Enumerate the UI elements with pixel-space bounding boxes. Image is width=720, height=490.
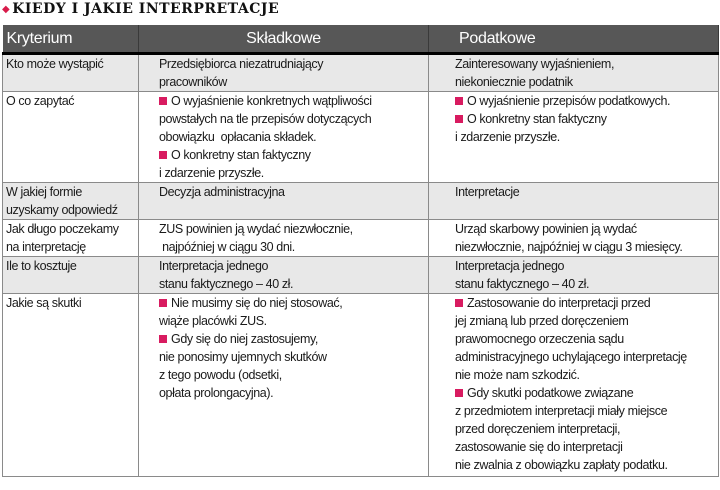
square-bullet-icon <box>455 97 463 105</box>
cell-text: stanu faktycznego – 40 zł. <box>159 277 294 291</box>
cell-text: Urząd skarbowy powinien ją wydać <box>455 222 637 236</box>
cell-text: Przedsiębiorca niezatrudniający <box>159 57 324 71</box>
cell-text: Interpretacja jednego <box>159 259 269 273</box>
criterion-text: O co zapytać <box>6 94 75 108</box>
cell-text: przed doręczeniem interpretacji, <box>455 422 621 436</box>
text-line <box>159 55 425 73</box>
criterion-cell <box>3 183 139 220</box>
table-header-row <box>3 25 719 54</box>
table-row <box>3 294 719 477</box>
criterion-cell <box>3 92 139 183</box>
text-line <box>455 55 715 73</box>
podatkowe-cell <box>429 294 719 477</box>
table-row <box>3 183 719 220</box>
text-line <box>159 238 425 256</box>
criterion-text: Jak długo poczekamy <box>6 222 119 236</box>
cell-text: pracowników <box>159 75 227 89</box>
criterion-cell <box>3 54 139 92</box>
cell-text: Interpretacje <box>455 185 520 199</box>
cell-text: ZUS powinien ją wydać niezwłocznie, <box>159 222 353 236</box>
criterion-cell <box>3 257 139 294</box>
text-line <box>159 73 425 91</box>
square-bullet-icon <box>455 389 463 397</box>
cell-text: nie może nam szkodzić. <box>455 368 580 382</box>
header-kryterium: Kryterium <box>3 25 139 54</box>
square-bullet-icon <box>159 151 167 159</box>
header-skladkowe: Składkowe <box>139 25 429 54</box>
text-line <box>455 402 715 420</box>
skladkowe-cell <box>139 294 429 477</box>
cell-text: Nie musimy się do niej stosować, <box>171 296 343 310</box>
text-line <box>455 73 715 91</box>
podatkowe-cell <box>429 54 719 92</box>
text-line <box>159 110 425 128</box>
square-bullet-icon <box>159 299 167 307</box>
bullet-item <box>455 384 715 402</box>
skladkowe-cell <box>139 257 429 294</box>
text-line <box>159 257 425 275</box>
cell-text: nie ponosimy ujemnych skutków <box>159 350 327 364</box>
text-line <box>455 238 715 256</box>
table-row <box>3 92 719 183</box>
bullet-item <box>159 92 425 110</box>
cell-text: i zdarzenie przyszłe. <box>455 130 560 144</box>
text-line <box>159 348 425 366</box>
table-row <box>3 220 719 257</box>
cell-text: administracyjnego uchylającego interpretację <box>455 350 687 364</box>
cell-text: z tego powodu (odsetki, <box>159 368 282 382</box>
text-line <box>159 312 425 330</box>
podatkowe-cell <box>429 257 719 294</box>
square-bullet-icon <box>455 299 463 307</box>
page-title-text: KIEDY I JAKIE INTERPRETACJE <box>12 1 280 17</box>
cell-text: nie zwalnia z obowiązku zapłaty podatku. <box>455 458 668 472</box>
criterion-text: Ile to kosztuje <box>6 259 77 273</box>
cell-text: zastosowanie się do interpretacji <box>455 440 623 454</box>
text-line <box>455 348 715 366</box>
cell-text: O konkretny stan faktyczny <box>171 148 311 162</box>
bullet-item <box>455 110 715 128</box>
skladkowe-cell <box>139 54 429 92</box>
podatkowe-cell <box>429 220 719 257</box>
bullet-item <box>455 92 715 110</box>
text-line <box>159 366 425 384</box>
cell-text: niekoniecznie podatnik <box>455 75 573 89</box>
text-line <box>455 312 715 330</box>
text-line <box>159 275 425 293</box>
bullet-item <box>159 294 425 312</box>
cell-text: prawomocnego orzeczenia sądu <box>455 332 624 346</box>
table-row <box>3 257 719 294</box>
podatkowe-cell <box>429 92 719 183</box>
criterion-cell <box>3 294 139 477</box>
criterion-text: Kto może wystąpić <box>6 57 104 71</box>
cell-text: Zainteresowany wyjaśnieniem, <box>455 57 615 71</box>
text-line <box>455 456 715 474</box>
skladkowe-cell <box>139 92 429 183</box>
criterion-text: na interpretację <box>6 240 86 254</box>
text-line <box>159 183 425 201</box>
text-line <box>455 128 715 146</box>
diamond-bullet-icon: ◆ <box>2 4 11 15</box>
criterion-text: W jakiej formie <box>6 185 82 199</box>
cell-text: Decyzja administracyjna <box>159 185 285 199</box>
cell-text: jej zmianą lub przed doręczeniem <box>455 314 629 328</box>
bullet-item <box>455 294 715 312</box>
skladkowe-cell <box>139 220 429 257</box>
cell-text: niezwłocznie, najpóźniej w ciągu 3 miesięcy. <box>455 240 683 254</box>
cell-text: najpóźniej w ciągu 30 dni. <box>159 240 295 254</box>
cell-text: powstałych na tle przepisów dotyczących <box>159 112 372 126</box>
cell-text: O konkretny stan faktyczny <box>467 112 607 126</box>
skladkowe-cell <box>139 183 429 220</box>
page-title <box>2 0 279 18</box>
cell-text: O wyjaśnienie konkretnych wątpliwości <box>171 94 372 108</box>
cell-text: stanu faktycznego – 40 zł. <box>455 277 590 291</box>
square-bullet-icon <box>159 97 167 105</box>
cell-text: i zdarzenie przyszłe. <box>159 166 264 180</box>
cell-text: obowiązku opłacania składek. <box>159 130 317 144</box>
cell-text: Gdy skutki podatkowe związane <box>467 386 634 400</box>
text-line <box>159 384 425 402</box>
bullet-item <box>159 330 425 348</box>
cell-text: wiąże placówki ZUS. <box>159 314 267 328</box>
cell-text: opłata prolongacyjna). <box>159 386 274 400</box>
square-bullet-icon <box>455 115 463 123</box>
cell-text: Zastosowanie do interpretacji przed <box>467 296 651 310</box>
criterion-text: uzyskamy odpowiedź <box>6 203 118 217</box>
square-bullet-icon <box>159 335 167 343</box>
header-podatkowe: Podatkowe <box>429 25 719 54</box>
text-line <box>455 183 715 201</box>
cell-text: Interpretacja jednego <box>455 259 565 273</box>
text-line <box>455 257 715 275</box>
text-line <box>159 164 425 182</box>
cell-text: O wyjaśnienie przepisów podatkowych. <box>467 94 671 108</box>
interpretations-table <box>2 25 719 477</box>
text-line <box>455 420 715 438</box>
criterion-cell <box>3 220 139 257</box>
text-line <box>159 128 425 146</box>
cell-text: Gdy się do niej zastosujemy, <box>171 332 318 346</box>
table-row <box>3 54 719 92</box>
criterion-text: Jakie są skutki <box>6 296 82 310</box>
text-line <box>455 438 715 456</box>
text-line <box>455 366 715 384</box>
podatkowe-cell <box>429 183 719 220</box>
text-line <box>455 220 715 238</box>
bullet-item <box>159 146 425 164</box>
text-line <box>455 330 715 348</box>
text-line <box>455 275 715 293</box>
text-line <box>159 220 425 238</box>
cell-text: z przedmiotem interpretacji miały miejsce <box>455 404 668 418</box>
